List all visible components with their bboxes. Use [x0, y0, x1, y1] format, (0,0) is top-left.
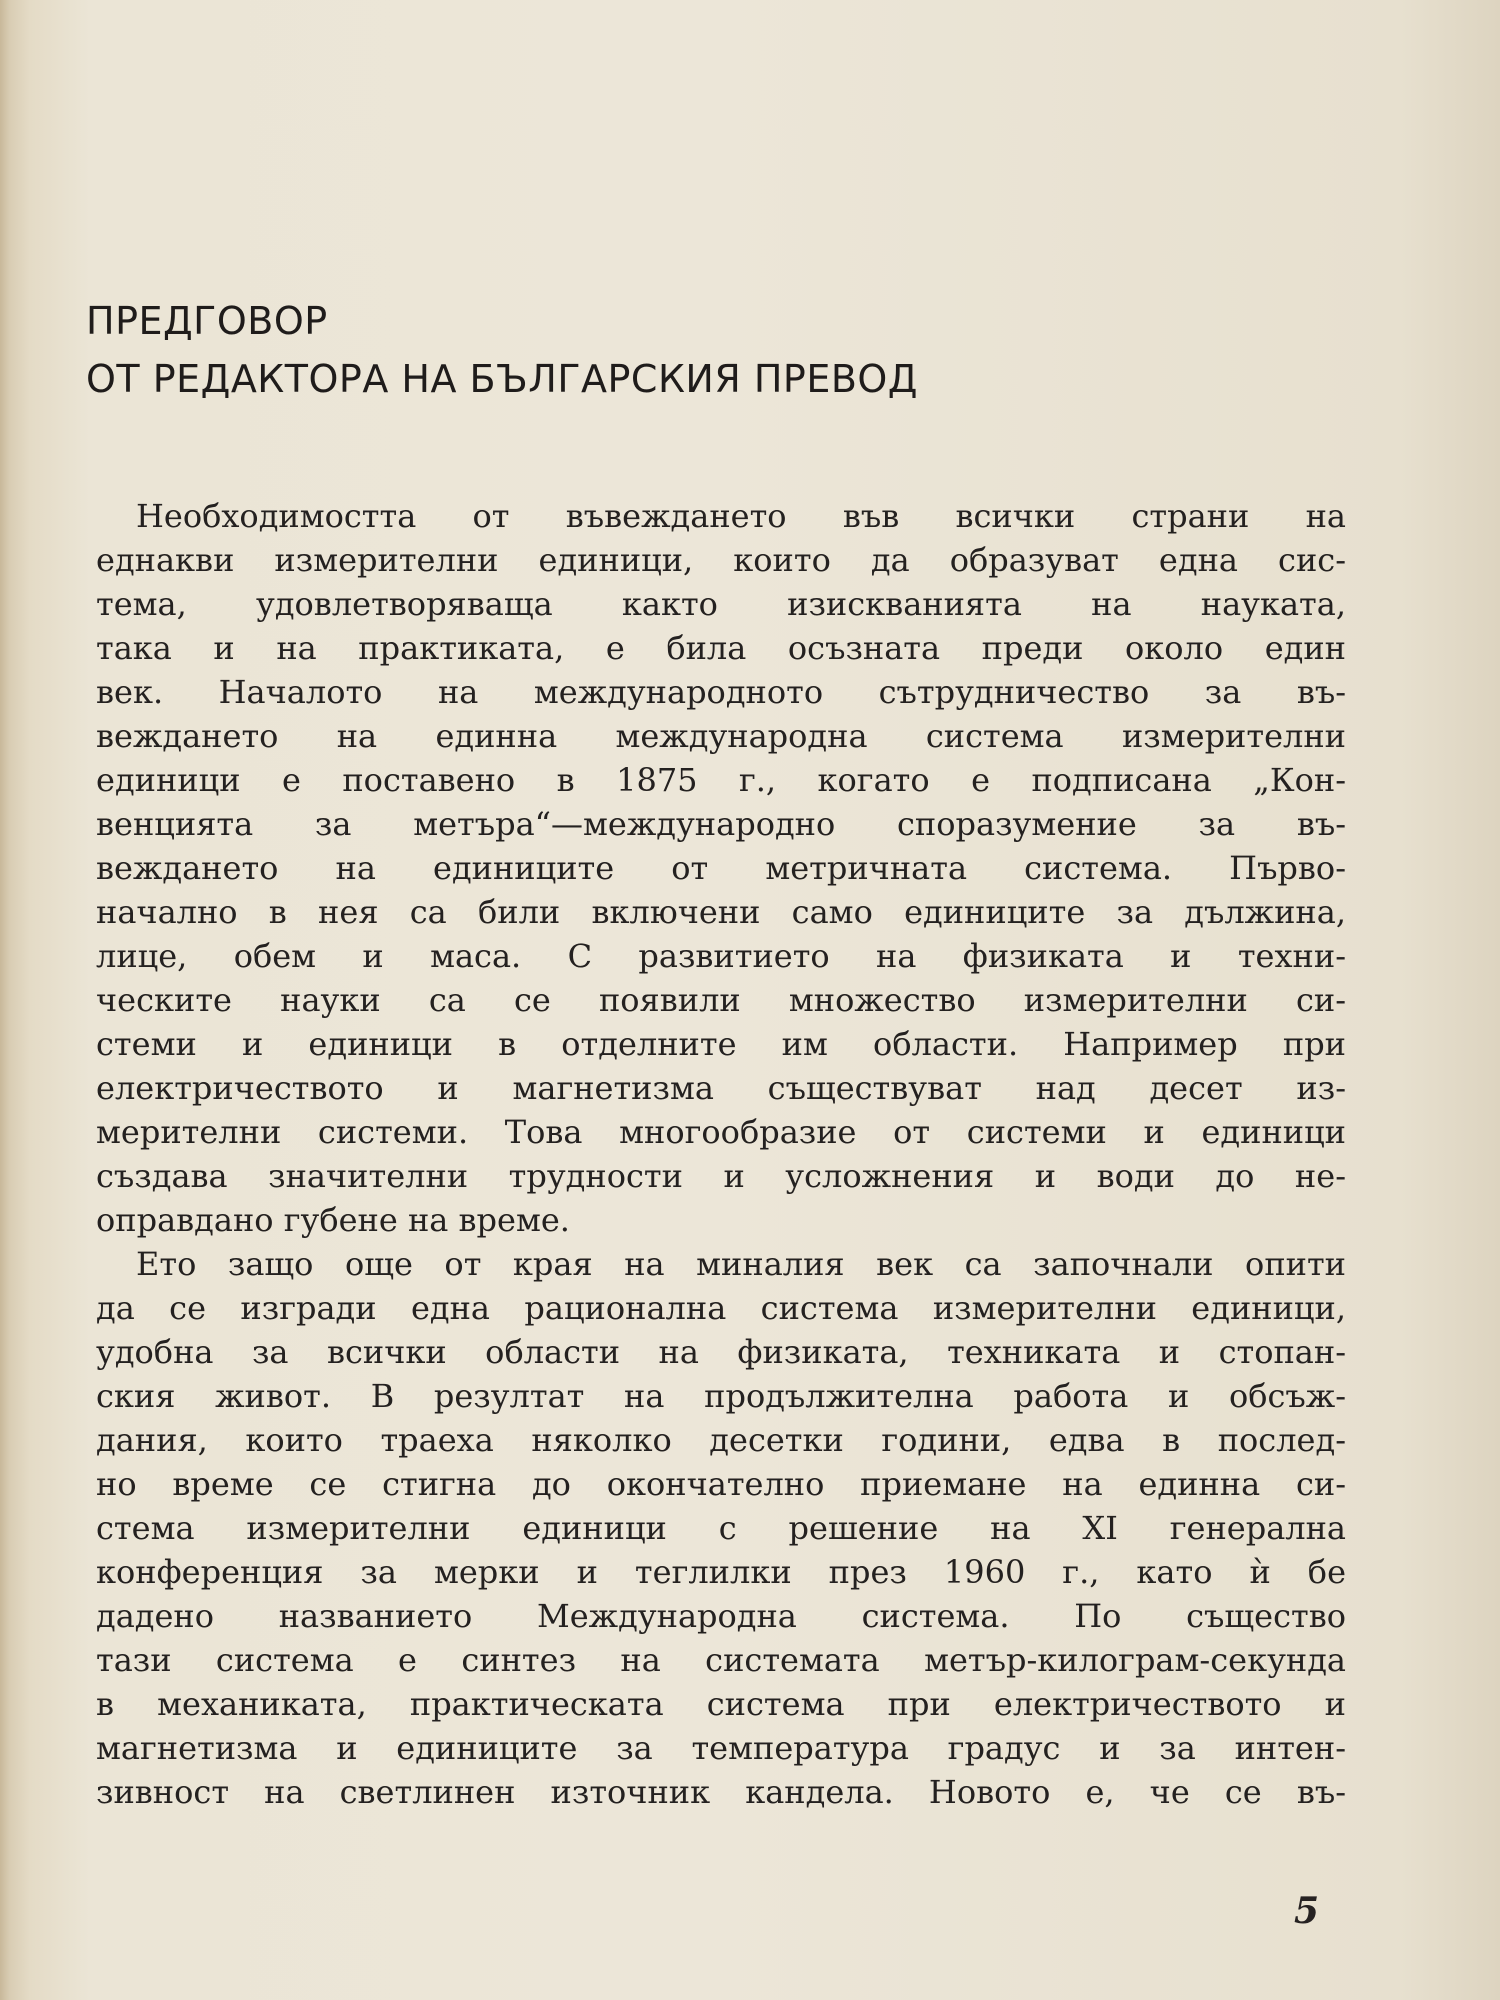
- heading-line-1: ПРЕДГОВОР: [86, 299, 328, 343]
- text-line: дадено названието Международна система. По същество: [96, 1597, 1346, 1635]
- text-line: дания, които траеха няколко десетки години, едва в послед-: [96, 1421, 1346, 1459]
- text-line: в механиката, практическата система при електричеството и: [96, 1685, 1346, 1723]
- text-line: стеми и единици в отделните им области. Например при: [96, 1025, 1346, 1063]
- text-line: Ето защо още от края на миналия век са започнали опити: [136, 1245, 1346, 1283]
- text-line: ческите науки са се появили множество измерителни си-: [96, 981, 1346, 1019]
- text-line: да се изгради една рационална система измерителни единици,: [96, 1289, 1346, 1327]
- text-line: конференция за мерки и теглилки през 1960 г., като ѝ бе: [96, 1553, 1346, 1591]
- text-line: удобна за всички области на физиката, техниката и стопан-: [96, 1333, 1346, 1371]
- text-line: магнетизма и единиците за температура градус и за интен-: [96, 1729, 1346, 1767]
- text-line: електричеството и магнетизма съществуват над десет из-: [96, 1069, 1346, 1107]
- body-text: [96, 494, 1346, 1814]
- text-line: така и на практиката, е била осъзната преди около един: [96, 629, 1346, 667]
- text-line: еднакви измерителни единици, които да образуват една сис-: [96, 541, 1346, 579]
- text-line: ския живот. В резултат на продължителна работа и обсъж-: [96, 1377, 1346, 1415]
- text-line: създава значителни трудности и усложнения и води до не-: [96, 1157, 1346, 1195]
- text-line: единици е поставено в 1875 г., когато е подписана „Кон-: [96, 761, 1346, 799]
- page-number: 5: [1294, 1890, 1320, 1932]
- text-line: зивност на светлинен източник кандела. Новото е, че се въ-: [96, 1773, 1346, 1811]
- text-line: но време се стигна до окончателно приемане на единна си-: [96, 1465, 1346, 1503]
- heading-line-2: ОТ РЕДАКТОРА НА БЪЛГАРСКИЯ ПРЕВОД: [86, 357, 918, 401]
- text-line: век. Началото на международното сътрудничество за въ-: [96, 673, 1346, 711]
- chapter-heading: [86, 292, 918, 408]
- text-line: тема, удовлетворяваща както изискванията на науката,: [96, 585, 1346, 623]
- paragraph-2: [96, 1242, 1346, 1814]
- text-line: Необходимостта от въвеждането във всички страни на: [136, 497, 1346, 535]
- text-line: начално в нея са били включени само единиците за дължина,: [96, 893, 1346, 931]
- text-line: веждането на единна международна система измерителни: [96, 717, 1346, 755]
- paragraph-1: [96, 494, 1346, 1242]
- text-line: мерителни системи. Това многообразие от системи и единици: [96, 1113, 1346, 1151]
- text-line: венцията за метъра“—международно споразумение за въ-: [96, 805, 1346, 843]
- text-line: тази система е синтез на системата метър-килограм-секунда: [96, 1641, 1346, 1679]
- text-line: стема измерителни единици с решение на XI генерална: [96, 1509, 1346, 1547]
- text-line: веждането на единиците от метричната система. Първо-: [96, 849, 1346, 887]
- text-line: лице, обем и маса. С развитието на физиката и техни-: [96, 937, 1346, 975]
- text-line: оправдано губене на време.: [96, 1201, 570, 1239]
